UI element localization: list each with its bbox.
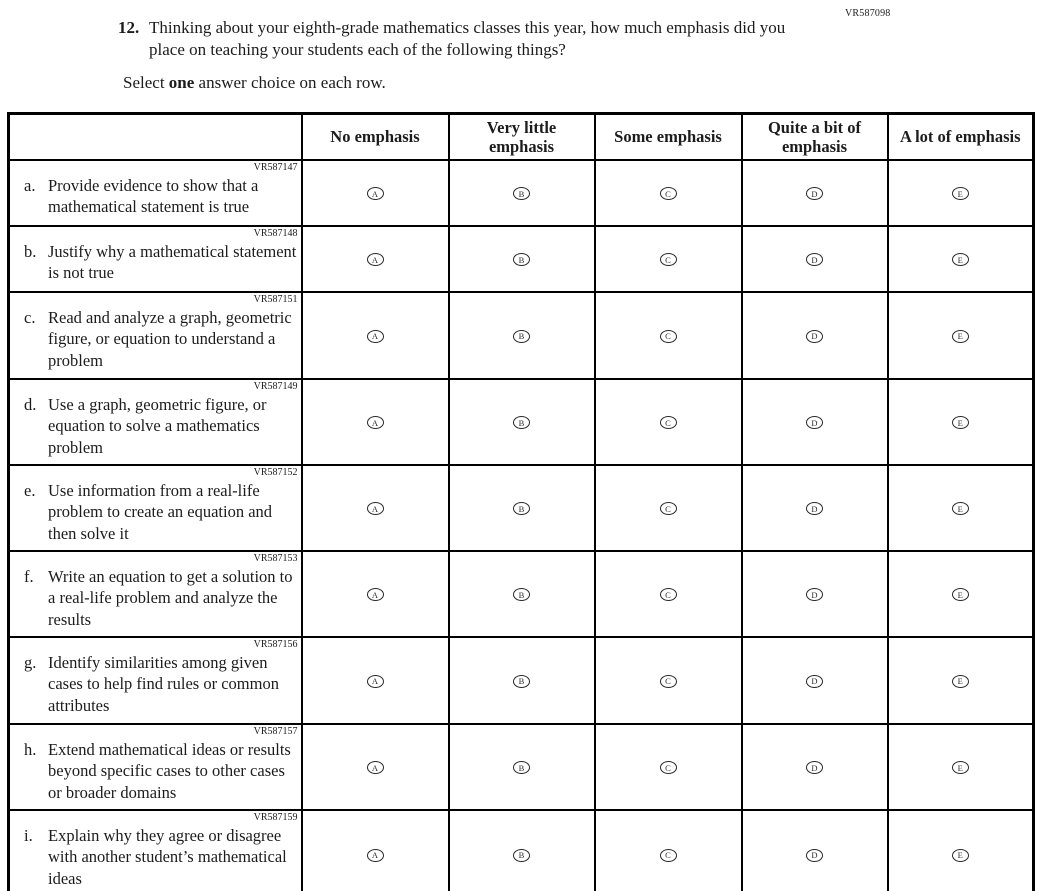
- option-bubble-c[interactable]: C: [660, 675, 677, 688]
- cell-h-some: [595, 724, 742, 810]
- option-bubble-a[interactable]: A: [367, 675, 384, 688]
- cell-b-no-emphasis: [302, 226, 449, 292]
- row-label-cell: [9, 465, 302, 551]
- option-bubble-b[interactable]: B: [513, 588, 530, 601]
- cell-f-no-emphasis: [302, 551, 449, 637]
- option-bubble-c[interactable]: C: [660, 330, 677, 343]
- instruction-bold-word: one: [168, 73, 195, 92]
- cell-g-no-emphasis: [302, 637, 449, 724]
- cell-e-quite-a-bit: [742, 465, 888, 551]
- row-letter: i.: [24, 825, 33, 845]
- option-bubble-d[interactable]: D: [806, 761, 823, 774]
- option-bubble-b[interactable]: B: [513, 675, 530, 688]
- cell-c-a-lot: [888, 292, 1034, 379]
- cell-d-quite-a-bit: [742, 379, 888, 465]
- header-a-lot-emphasis: A lot of emphasis: [888, 114, 1034, 160]
- row-code: VR587156: [253, 638, 298, 650]
- cell-h-no-emphasis: [302, 724, 449, 810]
- row-letter: b.: [24, 241, 37, 261]
- cell-e-no-emphasis: [302, 465, 449, 551]
- option-bubble-b[interactable]: B: [513, 849, 530, 862]
- row-code: VR587157: [253, 725, 298, 737]
- cell-d-very-little: [449, 379, 595, 465]
- row-label-cell: [9, 160, 302, 226]
- row-label-text: Identify similarities among given cases to help find rules or common attributes: [48, 652, 279, 715]
- option-bubble-a[interactable]: A: [367, 416, 384, 429]
- cell-i-very-little: [449, 810, 595, 891]
- option-bubble-d[interactable]: D: [806, 416, 823, 429]
- option-bubble-c[interactable]: C: [660, 849, 677, 862]
- option-bubble-a[interactable]: A: [367, 588, 384, 601]
- row-letter: a.: [24, 175, 36, 195]
- cell-b-a-lot: [888, 226, 1034, 292]
- cell-g-very-little: [449, 637, 595, 724]
- cell-f-quite-a-bit: [742, 551, 888, 637]
- cell-d-a-lot: [888, 379, 1034, 465]
- option-bubble-b[interactable]: B: [513, 330, 530, 343]
- cell-b-very-little: [449, 226, 595, 292]
- row-letter: g.: [24, 652, 37, 672]
- row-code: VR587149: [253, 380, 298, 392]
- cell-i-quite-a-bit: [742, 810, 888, 891]
- question-text: Thinking about your eighth-grade mathematics classes this year, how much emphasis did you place on teaching your students each of the following things?: [149, 18, 786, 59]
- question-number: 12.: [118, 18, 140, 37]
- question-instruction: [123, 72, 858, 94]
- option-bubble-d[interactable]: D: [806, 330, 823, 343]
- option-bubble-b[interactable]: B: [513, 761, 530, 774]
- header-some-emphasis: Some emphasis: [595, 114, 742, 160]
- option-bubble-a[interactable]: A: [367, 187, 384, 200]
- option-bubble-e[interactable]: E: [952, 761, 969, 774]
- option-bubble-b[interactable]: B: [513, 253, 530, 266]
- cell-g-a-lot: [888, 637, 1034, 724]
- row-label-cell: [9, 379, 302, 465]
- cell-b-some: [595, 226, 742, 292]
- option-bubble-e[interactable]: E: [952, 849, 969, 862]
- option-bubble-a[interactable]: A: [367, 502, 384, 515]
- row-code: VR587147: [253, 161, 298, 173]
- cell-e-some: [595, 465, 742, 551]
- header-row: [9, 114, 1034, 160]
- row-code: VR587153: [253, 552, 298, 564]
- option-bubble-e[interactable]: E: [952, 588, 969, 601]
- row-letter: f.: [24, 566, 34, 586]
- table-row-b: [9, 226, 1034, 292]
- cell-e-very-little: [449, 465, 595, 551]
- option-bubble-e[interactable]: E: [952, 675, 969, 688]
- option-bubble-c[interactable]: C: [660, 502, 677, 515]
- option-bubble-e[interactable]: E: [952, 416, 969, 429]
- table-row-g: [9, 637, 1034, 724]
- option-bubble-d[interactable]: D: [806, 849, 823, 862]
- cell-f-some: [595, 551, 742, 637]
- option-bubble-d[interactable]: D: [806, 253, 823, 266]
- cell-d-some: [595, 379, 742, 465]
- option-bubble-b[interactable]: B: [513, 416, 530, 429]
- option-bubble-c[interactable]: C: [660, 187, 677, 200]
- header-very-little-emphasis: Very little emphasis: [449, 114, 595, 160]
- row-code: VR587148: [253, 227, 298, 239]
- option-bubble-b[interactable]: B: [513, 502, 530, 515]
- row-letter: h.: [24, 739, 37, 759]
- row-letter: e.: [24, 480, 36, 500]
- table-row-d: [9, 379, 1034, 465]
- row-label-text: Justify why a mathematical statement is not true: [48, 241, 297, 282]
- header-empty-cell: [9, 114, 302, 160]
- row-label-text: Provide evidence to show that a mathematical statement is true: [48, 175, 259, 216]
- row-label-text: Read and analyze a graph, geometric figure, or equation to understand a problem: [48, 307, 292, 370]
- option-bubble-c[interactable]: C: [660, 761, 677, 774]
- row-label-text: Write an equation to get a solution to a real-life problem and analyze the results: [48, 566, 293, 629]
- row-label-cell: [9, 226, 302, 292]
- cell-i-a-lot: [888, 810, 1034, 891]
- option-bubble-a[interactable]: A: [367, 253, 384, 266]
- header-no-emphasis: No emphasis: [302, 114, 449, 160]
- cell-a-a-lot: [888, 160, 1034, 226]
- cell-c-very-little: [449, 292, 595, 379]
- option-bubble-d[interactable]: D: [806, 588, 823, 601]
- row-code: VR587152: [253, 466, 298, 478]
- table-row-a: [9, 160, 1034, 226]
- cell-i-some: [595, 810, 742, 891]
- row-letter: d.: [24, 394, 37, 414]
- option-bubble-a[interactable]: A: [367, 761, 384, 774]
- cell-b-quite-a-bit: [742, 226, 888, 292]
- cell-a-quite-a-bit: [742, 160, 888, 226]
- cell-c-quite-a-bit: [742, 292, 888, 379]
- row-label-cell: [9, 551, 302, 637]
- cell-f-a-lot: [888, 551, 1034, 637]
- row-label-text: Use information from a real-life problem to create an equation and then solve it: [48, 480, 273, 543]
- cell-c-some: [595, 292, 742, 379]
- cell-a-no-emphasis: [302, 160, 449, 226]
- row-label-text: Extend mathematical ideas or results beyond specific cases to other cases or broader domains: [48, 739, 291, 802]
- instruction-prefix: Select: [123, 73, 169, 92]
- cell-a-some: [595, 160, 742, 226]
- option-bubble-e[interactable]: E: [952, 330, 969, 343]
- cell-f-very-little: [449, 551, 595, 637]
- option-bubble-a[interactable]: A: [367, 849, 384, 862]
- cell-h-a-lot: [888, 724, 1034, 810]
- option-bubble-c[interactable]: C: [660, 416, 677, 429]
- cell-d-no-emphasis: [302, 379, 449, 465]
- row-code: VR587151: [253, 293, 298, 305]
- cell-i-no-emphasis: [302, 810, 449, 891]
- question-block: [118, 17, 858, 94]
- cell-a-very-little: [449, 160, 595, 226]
- cell-h-very-little: [449, 724, 595, 810]
- cell-g-some: [595, 637, 742, 724]
- row-label-cell: [9, 637, 302, 724]
- option-bubble-c[interactable]: C: [660, 253, 677, 266]
- row-label-text: Explain why they agree or disagree with another student’s mathematical ideas: [48, 825, 287, 888]
- table-row-c: [9, 292, 1034, 379]
- table-row-i: [9, 810, 1034, 891]
- row-letter: c.: [24, 307, 36, 327]
- table-row-e: [9, 465, 1034, 551]
- instruction-suffix: answer choice on each row.: [194, 73, 386, 92]
- table-row-f: [9, 551, 1034, 637]
- option-bubble-a[interactable]: A: [367, 330, 384, 343]
- option-bubble-d[interactable]: D: [806, 675, 823, 688]
- option-bubble-b[interactable]: B: [513, 187, 530, 200]
- option-bubble-d[interactable]: D: [806, 187, 823, 200]
- row-code: VR587159: [253, 811, 298, 823]
- table-row-h: [9, 724, 1034, 810]
- page-accession-code: VR587098: [845, 8, 891, 19]
- row-label-cell: [9, 810, 302, 891]
- option-bubble-e[interactable]: E: [952, 502, 969, 515]
- cell-e-a-lot: [888, 465, 1034, 551]
- row-label-cell: [9, 292, 302, 379]
- cell-g-quite-a-bit: [742, 637, 888, 724]
- row-label-text: Use a graph, geometric figure, or equation to solve a mathematics problem: [48, 394, 267, 457]
- option-bubble-d[interactable]: D: [806, 502, 823, 515]
- cell-c-no-emphasis: [302, 292, 449, 379]
- option-bubble-e[interactable]: E: [952, 187, 969, 200]
- row-label-cell: [9, 724, 302, 810]
- emphasis-matrix-table: [7, 112, 1035, 891]
- option-bubble-c[interactable]: C: [660, 588, 677, 601]
- header-quite-a-bit-emphasis: Quite a bit of emphasis: [742, 114, 888, 160]
- option-bubble-e[interactable]: E: [952, 253, 969, 266]
- cell-h-quite-a-bit: [742, 724, 888, 810]
